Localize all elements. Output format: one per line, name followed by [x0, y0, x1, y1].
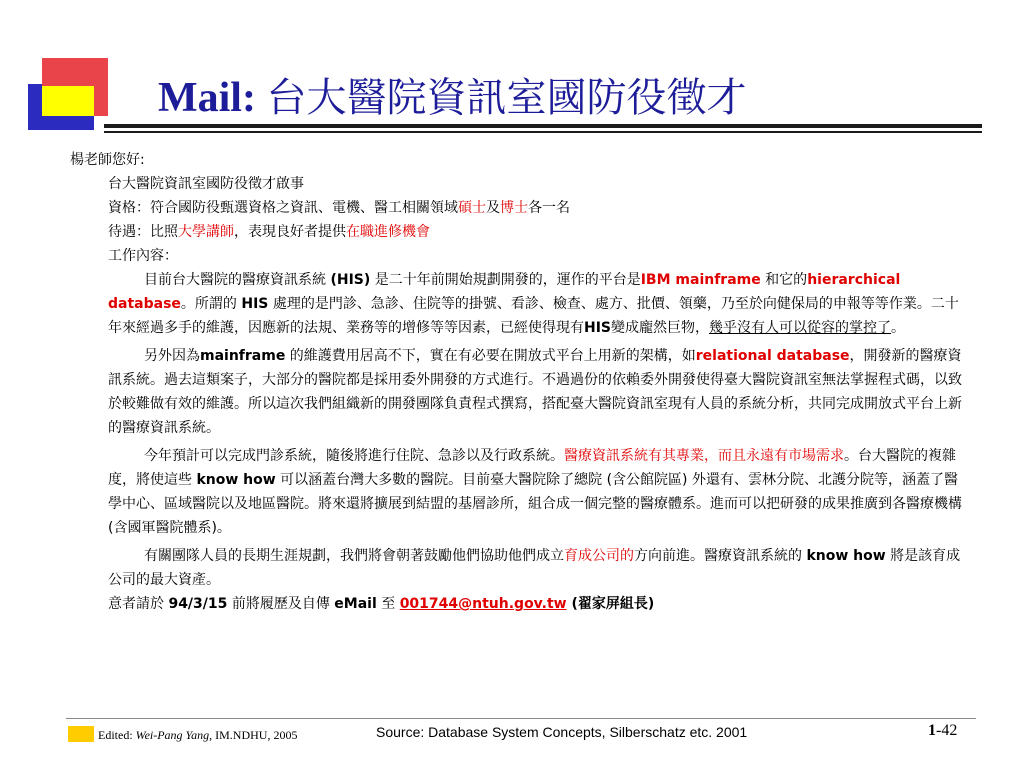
text-span: 。所謂的: [180, 296, 242, 312]
title-rule-thick: [104, 124, 982, 128]
bold-span: HIS: [584, 320, 612, 336]
greeting: 楊老師您好:: [70, 152, 145, 168]
highlight-training: 在職進修機會: [346, 224, 430, 240]
text-span: 各一名: [528, 200, 570, 216]
text-span: 。台大醫院的複雜度，將使這些: [108, 448, 956, 488]
text-span: 將是該育成公司的最大資產。: [108, 548, 961, 588]
qualification-line: [70, 196, 970, 220]
work-label: 工作內容：: [108, 248, 178, 264]
email-link[interactable]: 001744@ntuh.gov.tw: [399, 596, 567, 612]
text-span: 前將履歷及自傳: [227, 596, 335, 612]
highlight-lecturer: 大學講師: [178, 224, 234, 240]
paragraph-career: [70, 544, 970, 592]
text-span: 資格：符合國防役甄選資格之資訊、電機、醫工相關領域: [108, 200, 458, 216]
text-span: 的維護費用居高不下，實在有必要在開放式平台上用新的架構，如: [285, 348, 696, 364]
highlight-phd: 博士: [500, 200, 528, 216]
text-span: 至: [376, 596, 400, 612]
page-slide: -42: [936, 722, 958, 739]
logo-blue-bar-horizontal: [28, 116, 94, 130]
text-span: 有關團隊人員的長期生涯規劃，我們將會朝著鼓勵他們協助他們成立: [144, 548, 564, 564]
text-span: 另外因為: [144, 348, 200, 364]
treatment-line: [70, 220, 970, 244]
bold-span: HIS: [241, 296, 269, 312]
text-span: 和它的: [760, 272, 808, 288]
text-span: ，開發新的醫療資訊系統。過去這類案子，大部分的醫院都是採用委外開發的方式進行。不過過份的依賴委外開發使得臺大醫院資訊室無法掌握程式碼，以致於較難做有效的維護。所以這次我們組織新的開發團隊負責程式撰寫，搭配臺大醫院資訊室現有人員的系統分析，共同完成開放式平台上新的醫療資訊系統。: [108, 348, 962, 436]
contact-person: (翟家屏組長): [566, 596, 655, 612]
footer-divider: [66, 718, 976, 719]
bold-span: mainframe: [200, 348, 286, 364]
footer-author: Wei-Pang Yang: [135, 728, 210, 742]
text-span: 及: [486, 200, 500, 216]
highlight-hierarchical-db: hierarchical database: [108, 272, 901, 312]
highlight-market: 醫療資訊系統有其專業，而且永遠有市場需求: [564, 448, 844, 464]
contact-line: [70, 592, 970, 616]
text-span: 是二十年前開始規劃開發的，運作的平台是: [370, 272, 641, 288]
paragraph-mainframe: [70, 344, 970, 440]
footer-yellow-square: [68, 726, 94, 742]
text-span: ，表現良好者提供: [234, 224, 346, 240]
title-rule-thin: [104, 131, 982, 133]
text-span: 。: [891, 320, 906, 336]
text-span: 處理的是門診、急診、住院等的掛號、看診、檢查、處方、批價、領藥，乃至於向健保局的申報等等作業。二十年來經過多手的維護，因應新的法規、業務等的增修等等因素，已經使得現有: [108, 296, 959, 336]
highlight-ibm-mainframe: IBM mainframe: [640, 272, 761, 288]
title-prefix: Mail:: [158, 75, 267, 121]
text-span: 待遇：比照: [108, 224, 178, 240]
slide-title: [158, 66, 746, 123]
text-span: 目前台大醫院的醫療資訊系統: [144, 272, 331, 288]
highlight-relational-db: relational database: [695, 348, 850, 364]
paragraph-plan: [70, 444, 970, 540]
bold-span: (HIS): [330, 272, 371, 288]
footer-affiliation: , IM.NDHU, 2005: [209, 728, 298, 742]
bold-span: know how: [806, 548, 886, 564]
page-number: [928, 722, 957, 740]
highlight-incubator: 育成公司的: [564, 548, 634, 564]
footer-edited: [98, 728, 297, 743]
footer-source: Source: Database System Concepts, Silberschatz etc. 2001: [376, 724, 748, 740]
headline: 台大醫院資訊室國防役徵才啟事: [108, 176, 304, 192]
bold-span: know how: [196, 472, 276, 488]
highlight-master: 碩士: [458, 200, 486, 216]
deadline-date: 94/3/15: [168, 596, 228, 612]
text-span: 變成龐然巨物，: [611, 320, 710, 336]
footer-edited-label: Edited:: [98, 728, 136, 742]
text-span: 方向前進。醫療資訊系統的: [634, 548, 807, 564]
title-chinese: 台大醫院資訊室國防役徵才: [266, 75, 747, 121]
page-chapter: 1: [928, 722, 936, 739]
text-span: 可以涵蓋台灣大多數的醫院。目前臺大醫院除了總院 (含公館院區) 外還有、雲林分院、北護分院等，涵蓋了醫學中心、區域醫院以及地區醫院。將來還將擴展到結盟的基層診所，組合成一個完整的醫療體系。進而可以把研發的成果推廣到各醫療機構 (含國軍醫院體系)。: [108, 472, 962, 536]
text-span: 今年預計可以完成門診系統，隨後將進行住院、急診以及行政系統。: [144, 448, 564, 464]
text-span: 意者請於: [108, 596, 169, 612]
underlined-span: 幾乎沒有人可以從容的掌控了: [709, 320, 892, 336]
bold-span: eMail: [334, 596, 377, 612]
mail-body: [70, 148, 970, 616]
paragraph-his: [70, 268, 970, 340]
